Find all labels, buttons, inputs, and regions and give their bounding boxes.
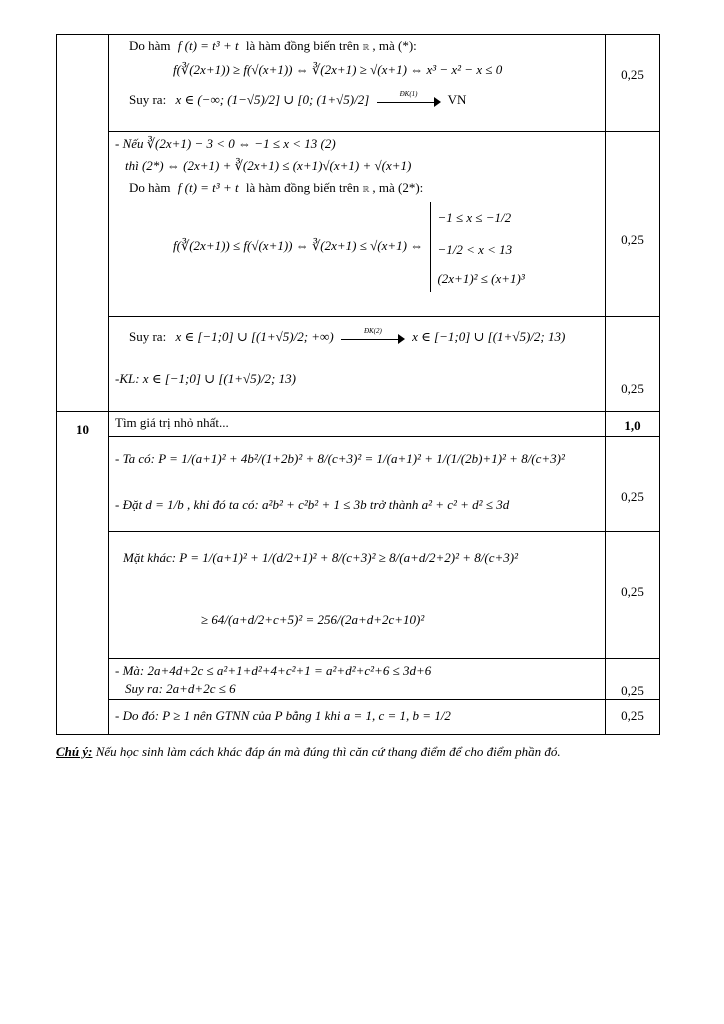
q10-row-block4 (57, 700, 660, 735)
system-brace (430, 202, 524, 292)
q10-title: Tìm giá trị nhỏ nhất... (115, 415, 229, 430)
text-suy-ra: Suy ra: (129, 92, 167, 107)
q9-solution-set-1: x ∈ (−∞; (1−√5)/2] ∪ [0; (1+√5)/2] (175, 92, 370, 107)
text-dong-bien: là hàm đồng biến trên (245, 38, 360, 53)
q9-solution-set-3: x ∈ [−1;0] ∪ [(1+√5)/2; 13) (412, 329, 566, 344)
implies-arrow-icon (341, 327, 405, 345)
implies-arrow-icon (377, 90, 441, 108)
q10-row-block2 (57, 532, 660, 659)
footnote-text: Nếu học sinh làm cách khác đáp án mà đúng thì căn cứ thang điểm để cho điểm phần đó. (95, 744, 561, 759)
q9-eq-compare-2: f(∛(2x+1)) ≤ f(√(x+1)) ⇔ ∛(2x+1) ≤ √(x+1) ⇔ (173, 237, 424, 253)
q10-total-cell (606, 412, 660, 437)
q10-block2-content (109, 532, 606, 659)
question-number: 10 (76, 422, 89, 437)
system-line-3: (2x+1)² ≤ (x+1)³ (437, 271, 525, 286)
q9-conclusion: -KL: x ∈ [−1;0] ∪ [(1+√5)/2; 13) (115, 371, 296, 387)
text-dong-bien-2: là hàm đồng biến trên (245, 180, 360, 195)
q10-block4-score-cell (606, 700, 660, 735)
q10-block3-content (109, 659, 606, 700)
function-f-2: f (t) = t³ + t (177, 180, 239, 195)
score-value: 0,25 (621, 67, 644, 82)
q10-title-cell (109, 412, 606, 437)
text-vn: VN (447, 92, 467, 107)
q9-block2-content (109, 132, 606, 317)
arrow-label: ĐK(1) (399, 90, 418, 99)
q10-row-block3 (57, 659, 660, 700)
system-line-2: −1/2 < x < 13 (437, 242, 513, 257)
q9-block3-score-cell (606, 317, 660, 412)
score-value: 0,25 (621, 584, 644, 599)
q10-block1-content (109, 437, 606, 532)
text-ma-star: , mà (*): (372, 38, 417, 53)
q9-case-2: - Nếu ∛(2x+1) − 3 < 0 ⇔ −1 ≤ x < 13 (2) (115, 136, 336, 151)
q10-expr-P: - Ta có: P = 1/(a+1)² + 4b²/(1+2b)² + 8/(c+3)² = 1/(a+1)² + 1/(1/(2b)+1)² + 8/(c+3)² (115, 451, 565, 466)
q9-eq-compare: f(∛(2x+1)) ≥ f(√(x+1)) ⇔ ∛(2x+1) ≥ √(x+1) ⇔ x³ − x² − x ≤ 0 (173, 62, 503, 77)
q10-block1-score-cell (606, 437, 660, 532)
real-set-icon: ℝ (362, 185, 370, 194)
q9-row-block3 (57, 317, 660, 412)
text-ma-2star: , mà (2*): (372, 180, 424, 195)
score-value: 0,25 (621, 232, 644, 247)
q9-block1-score-cell (606, 35, 660, 132)
q10-inequality-1: Mặt khác: P = 1/(a+1)² + 1/(d/2+1)² + 8/(c+3)² ≥ 8/(a+d/2+2)² + 8/(c+3)² (123, 550, 518, 565)
q10-bound-result: Suy ra: 2a+d+2c ≤ 6 (125, 681, 236, 696)
q9-row-block1 (57, 35, 660, 132)
q10-block3-score-cell (606, 659, 660, 700)
score-value: 0,25 (621, 683, 644, 698)
text-suy-ra-2: Suy ra: (129, 329, 167, 344)
score-value: 0,25 (621, 708, 644, 723)
q9-number-cell (57, 35, 109, 412)
total-score: 1,0 (624, 418, 641, 433)
q9-row-block2 (57, 132, 660, 317)
q10-substitution: - Đặt d = 1/b , khi đó ta có: a²b² + c²b² + 1 ≤ 3b trở thành a² + c² + d² ≤ 3d (115, 497, 510, 512)
q10-block2-score-cell (606, 532, 660, 659)
q10-number-cell (57, 412, 109, 735)
function-f: f (t) = t³ + t (177, 38, 239, 53)
system-line-1: −1 ≤ x ≤ −1/2 (437, 210, 512, 225)
grading-table (56, 34, 660, 735)
q9-block2-score-cell (606, 132, 660, 317)
q10-inequality-2: ≥ 64/(a+d/2+c+5)² = 256/(2a+d+2c+10)² (201, 612, 425, 627)
score-value: 0,25 (621, 381, 644, 396)
q10-block4-content (109, 700, 606, 735)
footnote (56, 744, 676, 760)
q10-row-title (57, 412, 660, 437)
q9-block3-content (109, 317, 606, 412)
q9-block1-content (109, 35, 606, 132)
text-do-ham-2: Do hàm (129, 180, 171, 195)
arrow-label: ĐK(2) (363, 327, 382, 336)
q10-conclusion: - Do đó: P ≥ 1 nên GTNN của P bằng 1 khi a = 1, c = 1, b = 1/2 (115, 708, 451, 723)
q9-equivalent-2: thì (2*) ⇔ (2x+1) + ∛(2x+1) ≤ (x+1)√(x+1) + √(x+1) (125, 158, 412, 173)
real-set-icon: ℝ (362, 43, 370, 52)
q10-bound: - Mà: 2a+4d+2c ≤ a²+1+d²+4+c²+1 = a²+d²+c²+6 ≤ 3d+6 (115, 663, 432, 678)
text-do-ham: Do hàm (129, 38, 171, 53)
footnote-label: Chú ý: (56, 744, 93, 759)
q10-row-block1 (57, 437, 660, 532)
q9-solution-set-2: x ∈ [−1;0] ∪ [(1+√5)/2; +∞) (175, 329, 334, 344)
score-value: 0,25 (621, 489, 644, 504)
